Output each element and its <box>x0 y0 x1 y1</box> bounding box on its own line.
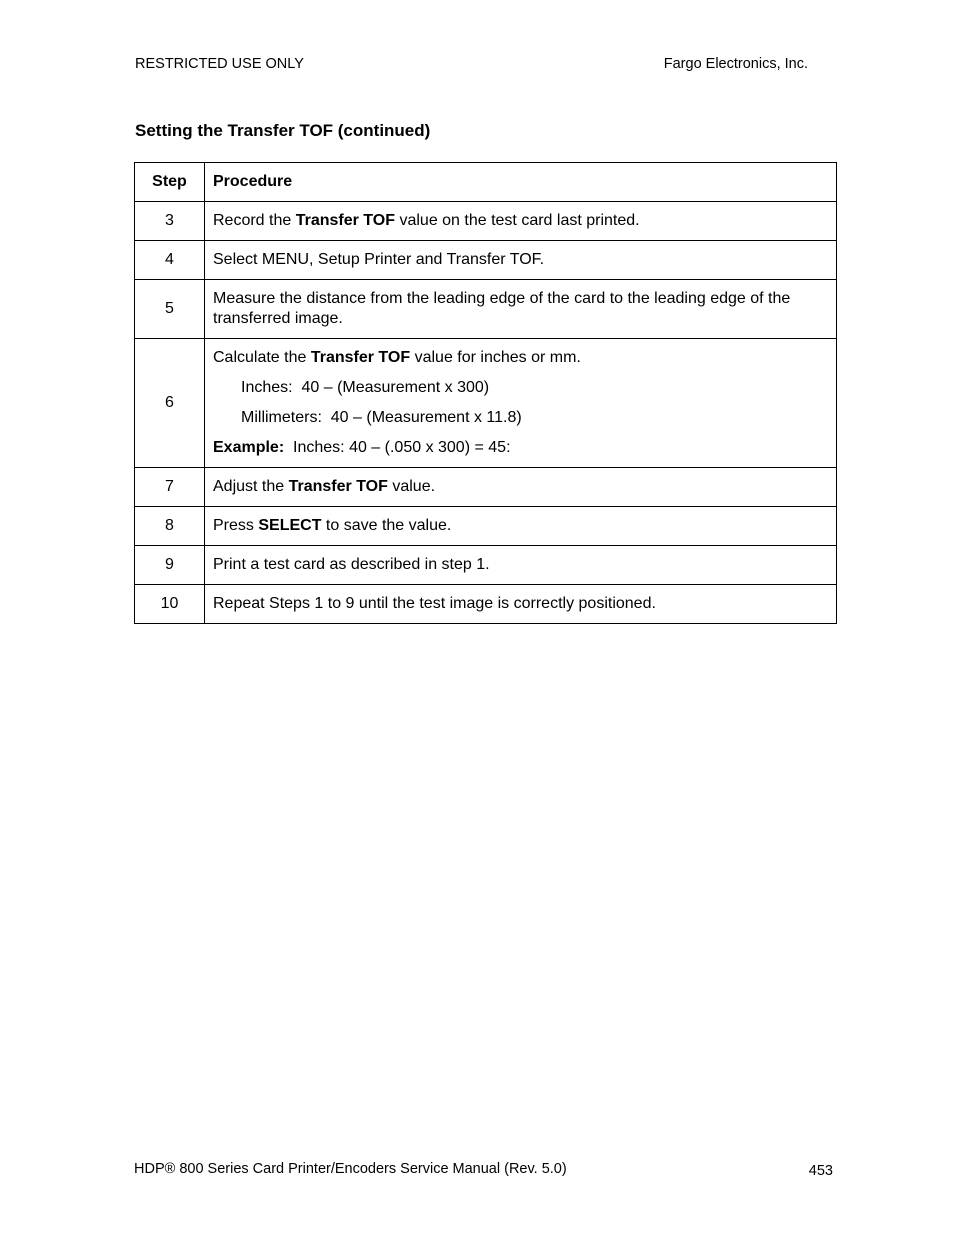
step-number: 5 <box>135 280 205 339</box>
table-row <box>135 546 837 585</box>
step-number: 9 <box>135 546 205 585</box>
table-row <box>135 202 837 241</box>
table-row <box>135 468 837 507</box>
section-title: Setting the Transfer TOF (continued) <box>135 121 431 140</box>
procedure-text-part: Record the <box>213 212 296 229</box>
procedure-text: Measure the distance from the leading edge of the card to the leading edge of the transferred image. <box>205 280 837 339</box>
page-number: 453 <box>808 1163 833 1179</box>
table-row <box>135 585 837 624</box>
table-header-row <box>135 163 837 202</box>
procedure-text-part: Adjust the <box>213 478 289 495</box>
procedure-text: Print a test card as described in step 1. <box>205 546 837 585</box>
procedure-text-part: to save the value. <box>321 517 452 534</box>
example-label: Example: <box>213 439 285 456</box>
table-row <box>135 241 837 280</box>
procedure-text <box>205 339 837 468</box>
example-text: Inches: 40 – (.050 x 300) = 45: <box>284 439 511 456</box>
procedure-text-part: Press <box>213 517 259 534</box>
procedure-text <box>205 507 837 546</box>
step-number: 7 <box>135 468 205 507</box>
procedure-bold-term: Transfer TOF <box>288 478 388 495</box>
procedure-text-part: Calculate the <box>213 349 311 366</box>
procedure-table <box>134 162 837 624</box>
procedure-text: Select MENU, Setup Printer and Transfer TOF. <box>205 241 837 280</box>
formula-millimeters: Millimeters: 40 – (Measurement x 11.8) <box>241 409 522 426</box>
procedure-text-part: value. <box>387 478 436 495</box>
procedure-text <box>205 468 837 507</box>
step-number: 4 <box>135 241 205 280</box>
footer-manual-title: HDP® 800 Series Card Printer/Encoders Service Manual (Rev. 5.0) <box>134 1161 567 1177</box>
procedure-text: Repeat Steps 1 to 9 until the test image is correctly positioned. <box>205 585 837 624</box>
step-number: 10 <box>135 585 205 624</box>
procedure-bold-term: SELECT <box>258 517 322 534</box>
step-number: 6 <box>135 339 205 468</box>
table-row <box>135 339 837 468</box>
procedure-text-part: value for inches or mm. <box>410 349 581 366</box>
step-number: 8 <box>135 507 205 546</box>
procedure-bold-term: Transfer TOF <box>310 349 411 366</box>
column-header-procedure: Procedure <box>205 163 837 202</box>
header-company: Fargo Electronics, Inc. <box>663 56 808 72</box>
procedure-bold-term: Transfer TOF <box>295 212 396 229</box>
example-line <box>213 438 822 458</box>
column-header-step: Step <box>135 163 205 202</box>
header-restricted: RESTRICTED USE ONLY <box>135 56 304 72</box>
formula-inches: Inches: 40 – (Measurement x 300) <box>241 379 490 396</box>
table-row <box>135 280 837 339</box>
procedure-text-part: value on the test card last printed. <box>395 212 640 229</box>
table-row <box>135 507 837 546</box>
step-number: 3 <box>135 202 205 241</box>
procedure-text <box>205 202 837 241</box>
